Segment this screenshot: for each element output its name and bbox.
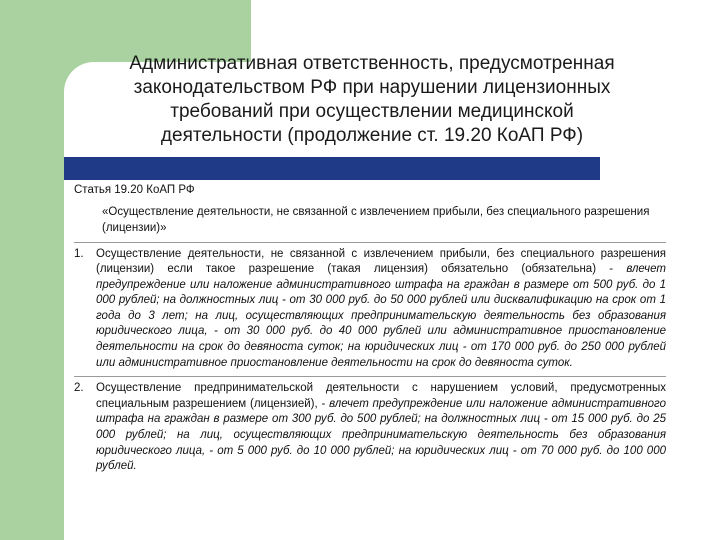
item-penalty: влечет предупреждение или наложение административного штрафа на граждан в размере от 300 руб. до 500 рублей; на должностных лиц - от 15 000 руб. до 25 000 рублей; на лиц, осуществляющих предпринимательскую деятельность без образования юридического лица, - от 5 000 руб. до 10 000 рублей; на юридических лиц - от 70 000 руб. до 100 000 рублей. [96,397,666,473]
article-quote: «Осуществление деятельности, не связанной с извлечением прибыли, без специального разрешения (лицензии)» [102,205,650,234]
divider [74,242,666,243]
title-line: Административная ответственность, предусмотренная [129,53,615,74]
divider [74,376,666,377]
item-number: 2. [74,382,84,395]
list-item [74,381,666,475]
title-line: требований при осуществлении медицинской [170,101,574,122]
title-line: законодательством РФ при нарушении лицензионных [133,77,611,98]
article-title: Статья 19.20 КоАП РФ [74,184,195,196]
item-lead: Осуществление деятельности, не связанной с извлечением прибыли, без специального разрешения (лицензии) если такое разрешение (такая лицензия) обязательно (обязательна) - [96,247,666,276]
slide-title [72,52,672,148]
accent-bar [64,157,600,180]
item-lead: Осуществление предпринимательской деятельности с нарушением условий, предусмотренных специальным разрешением (лицензией), - [96,382,666,410]
slide-body [74,183,666,480]
item-text [96,247,666,372]
item-text [96,381,666,475]
list-item [74,247,666,372]
item-penalty: влечет предупреждение или наложение административного штрафа на граждан в размере от 500 руб. до 1 000 рублей; на должностных лиц - от 30 000 руб. до 50 000 рублей или дисквалификацию на срок от 1 года до 3 лет; на лиц, осуществляющих предпринимательскую деятельность без образования юридического лица, - от 30 000 руб. до 40 000 рублей или административное приостановление деятельности на срок до девяноста суток; на юридических лиц - от 170 000 руб. до 250 000 рублей или административное приостановление деятельности на срок до девяноста суток. [96,263,666,369]
title-line: деятельности (продолжение ст. 19.20 КоАП РФ) [160,125,584,146]
item-number: 1. [74,247,84,260]
